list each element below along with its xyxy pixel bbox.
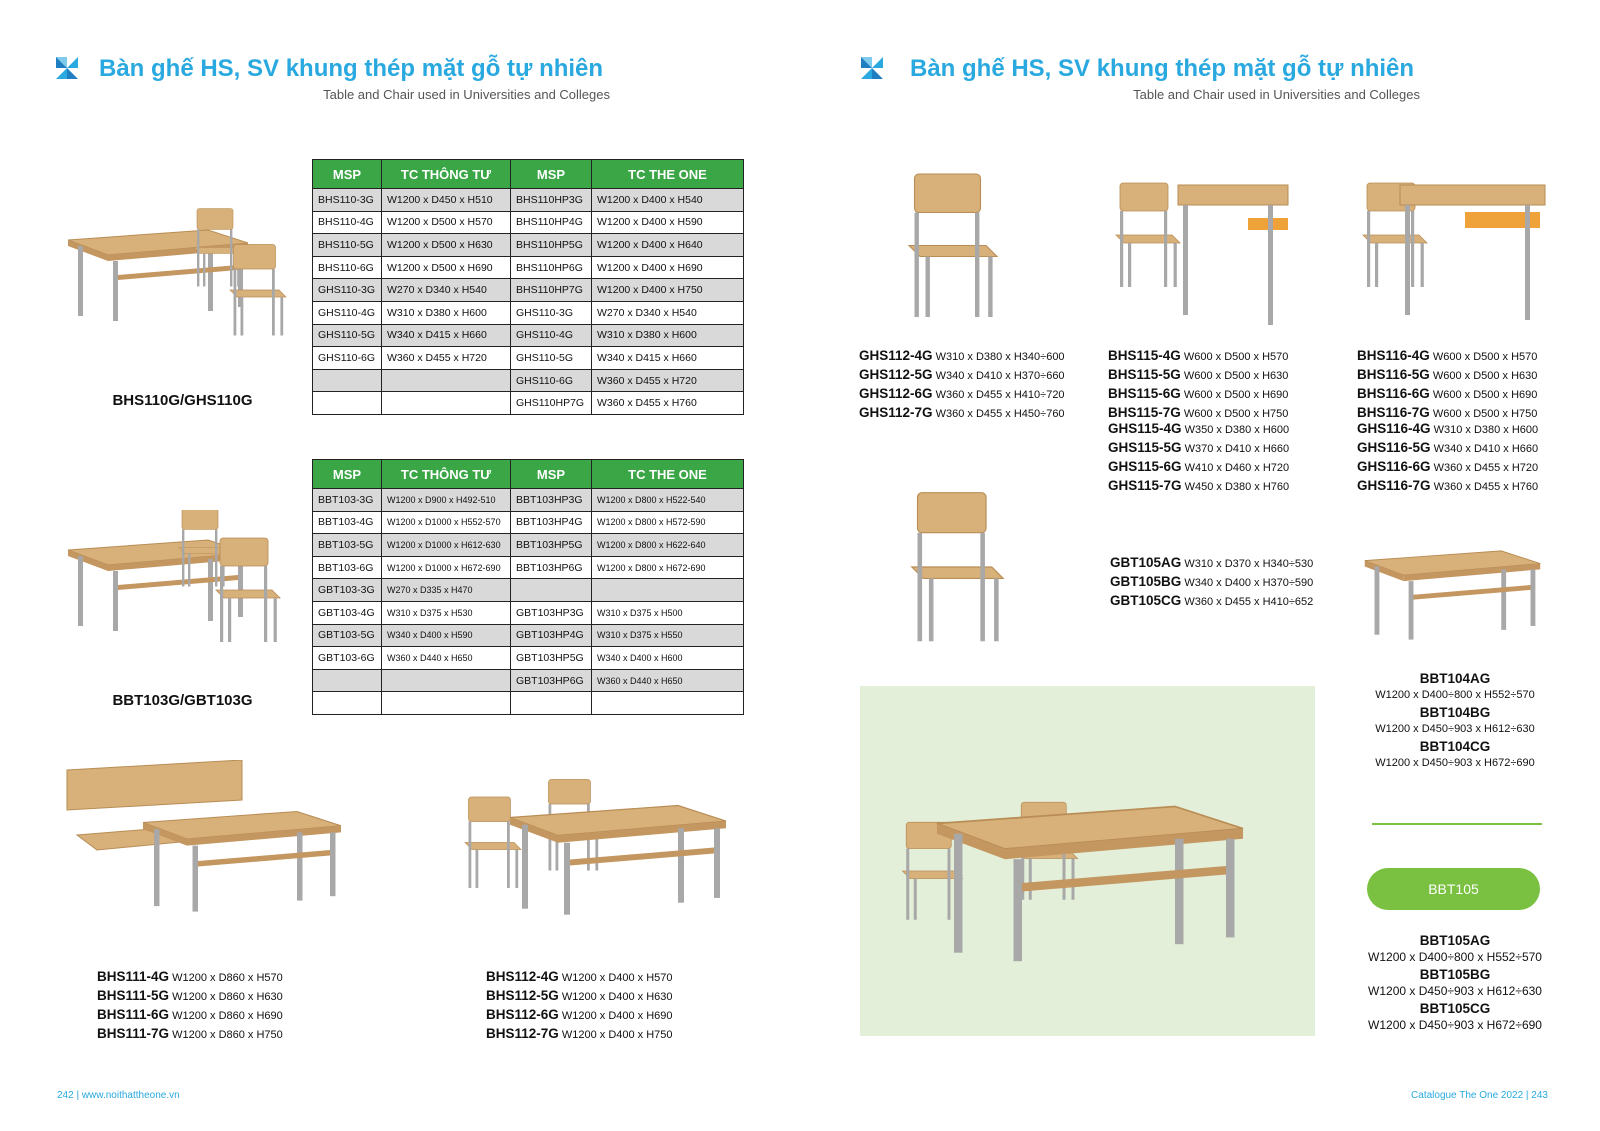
table-cell: BBT103-4G [313,511,382,534]
product-code: GHS116-4G [1357,421,1431,436]
product-dims: W360 x D455 x H760 [1433,481,1539,493]
product-code: GHS115-5G [1108,440,1182,455]
table-cell: GBT103HP4G [511,624,592,647]
product-code: GHS116-5G [1357,440,1431,455]
bhs110-product-image [58,205,293,370]
table-row [313,489,744,512]
table-header-row [313,460,744,489]
table-cell: GHS110-6G [313,347,382,370]
right-page-footer: Catalogue The One 2022 | 243 [1411,1090,1548,1101]
product-code: BHS116-6G [1357,386,1430,401]
product-dims: W1200 x D450÷903 x H672÷690 [1368,1018,1542,1032]
table-cell: GBT103HP6G [511,669,592,692]
product-code: BHS115-4G [1108,348,1181,363]
bhs115-product-image [1108,170,1298,325]
product-dims: W360 x D455 x H450÷760 [935,408,1065,420]
table-header: TC THÔNG TƯ [382,160,511,189]
product-code: GBT105BG [1110,574,1182,589]
table-row [313,392,744,415]
left-page-title: Bàn ghế HS, SV khung thép mặt gỗ tự nhiên [99,55,604,82]
product-dims: W360 x D455 x H410÷652 [1184,596,1314,608]
table-cell: W310 x D375 x H550 [592,624,744,647]
table-cell: W270 x D340 x H540 [592,301,744,324]
product-dims: W600 x D500 x H570 [1432,351,1538,363]
table-cell [382,369,511,392]
product-code: GHS115-4G [1108,421,1182,436]
table-cell: W360 x D455 x H720 [592,369,744,392]
product-dims: W1200 x D400 x H750 [561,1029,673,1041]
ghs115-spec-list [1108,420,1289,496]
table-row [313,692,744,715]
list-item [1108,439,1289,458]
product-dims: W1200 x D860 x H750 [172,1029,283,1041]
ghs112-spec-list [859,347,1065,423]
list-item [1357,385,1537,404]
table-row [313,211,744,234]
product-dims: W370 x D410 x H660 [1184,443,1290,455]
product-code: BHS115-7G [1108,405,1181,420]
table-cell [382,392,511,415]
product-dims: W1200 x D400÷800 x H552÷570 [1375,689,1535,701]
list-item [1108,420,1289,439]
table-cell: W270 x D335 x H470 [382,579,511,602]
table-cell: GHS110-6G [511,369,592,392]
product-dims: W310 x D370 x H340÷530 [1184,558,1314,570]
table-cell: W1200 x D500 x H630 [382,234,511,257]
bbt103-product-image [58,510,293,670]
product-code: GBT105AG [1110,555,1182,570]
product-dims: W1200 x D400 x H690 [561,1010,673,1022]
table-cell: W1200 x D800 x H522-540 [592,489,744,512]
product-code: GBT105CG [1110,593,1182,608]
table-cell: W1200 x D800 x H622-640 [592,534,744,557]
ghs112-product-image [898,168,1018,328]
table-cell: W1200 x D400 x H690 [592,256,744,279]
table-cell: BHS110-6G [313,256,382,279]
product-code: BHS115-5G [1108,367,1181,382]
table-cell [511,692,592,715]
list-item [1357,347,1537,366]
product-dims: W600 x D500 x H750 [1432,408,1538,420]
table-cell: W1200 x D400 x H540 [592,189,744,212]
table-cell: W360 x D455 x H720 [382,347,511,370]
product-dims: W1200 x D860 x H630 [172,991,283,1003]
ghs116-spec-list [1357,420,1538,496]
table-cell: W1200 x D800 x H672-690 [592,556,744,579]
table-row [313,556,744,579]
bhs112-product-image [458,760,738,940]
list-item [1357,458,1538,477]
table-cell [313,369,382,392]
product-dims: W1200 x D450÷903 x H672÷690 [1375,757,1535,769]
table-cell: W310 x D375 x H530 [382,601,511,624]
list-item [1108,458,1289,477]
brand-logo-icon [861,57,883,79]
product-code: BHS116-4G [1357,348,1430,363]
product-dims: W1200 x D450÷903 x H612÷630 [1375,723,1535,735]
product-code: GHS116-7G [1357,478,1431,493]
product-dims: W410 x D460 x H720 [1184,462,1290,474]
table-cell: BBT103HP3G [511,489,592,512]
table-row [313,234,744,257]
table-cell: GBT103-3G [313,579,382,602]
brand-logo-icon [56,57,78,79]
list-item [1357,420,1538,439]
product-dims: W1200 x D400÷800 x H552÷570 [1368,950,1542,964]
table-row [313,669,744,692]
table-cell: BHS110-3G [313,189,382,212]
table-header: MSP [313,160,382,189]
table-cell: W340 x D415 x H660 [592,347,744,370]
table-cell: W1200 x D900 x H492-510 [382,489,511,512]
product-dims: W1200 x D860 x H690 [172,1010,283,1022]
table-row [313,279,744,302]
product-code: BHS112-4G [486,969,559,984]
product-code: BHS111-6G [97,1007,170,1022]
table-cell: BBT103HP6G [511,556,592,579]
list-item [1108,477,1289,496]
table-cell: BHS110-5G [313,234,382,257]
table-row [313,189,744,212]
product-dims: W340 x D400 x H370÷590 [1184,577,1314,589]
left-page-footer: 242 | www.noithattheone.vn [57,1090,180,1101]
bbt104-spec-list [1365,670,1545,772]
bbt105-spec-list [1355,932,1555,1034]
product-dims: W450 x D380 x H760 [1184,481,1290,493]
table-cell: BBT103-6G [313,556,382,579]
table-row [313,601,744,624]
table-cell: W340 x D415 x H660 [382,324,511,347]
product-dims: W1200 x D860 x H570 [172,972,283,984]
product-code: BBT105CG [1419,1001,1491,1016]
table-cell: W1200 x D400 x H640 [592,234,744,257]
table-cell: W310 x D375 x H500 [592,601,744,624]
table-cell: BHS110HP6G [511,256,592,279]
table-row [313,347,744,370]
table-cell [592,692,744,715]
table-row [313,647,744,670]
table-cell: W310 x D380 x H600 [382,301,511,324]
table-cell: W1200 x D450 x H510 [382,189,511,212]
list-item [97,1025,283,1044]
table-header: MSP [511,460,592,489]
table-row [313,511,744,534]
table-cell: GHS110-3G [511,301,592,324]
list-item [1108,385,1288,404]
product-dims: W360 x D455 x H720 [1433,462,1539,474]
product-dims: W340 x D410 x H660 [1433,443,1539,455]
list-item [1110,592,1313,611]
product-code: GHS116-6G [1357,459,1431,474]
product-code: BHS111-5G [97,988,170,1003]
product-code: BHS116-5G [1357,367,1430,382]
product-code: BBT105BG [1419,967,1491,982]
list-item [97,1006,283,1025]
table-header-row [313,160,744,189]
bhs116-spec-list [1357,347,1537,423]
table-cell: BHS110HP5G [511,234,592,257]
list-item [1110,554,1313,573]
table-cell: W1200 x D500 x H570 [382,211,511,234]
product-dims: W1200 x D400 x H570 [561,972,673,984]
table-cell: W340 x D400 x H600 [592,647,744,670]
table-cell: W1200 x D1000 x H552-570 [382,511,511,534]
product-dims: W600 x D500 x H690 [1432,389,1538,401]
list-item [859,347,1065,366]
table-cell: BBT103HP5G [511,534,592,557]
product-code: BHS112-6G [486,1007,559,1022]
table-cell: GHS110-3G [313,279,382,302]
right-page-subtitle: Table and Chair used in Universities and Colleges [1133,87,1420,102]
bhs112-spec-list [486,968,673,1044]
table-cell: BHS110HP3G [511,189,592,212]
list-item [1357,439,1538,458]
list-item [859,366,1065,385]
table-cell: GHS110-5G [313,324,382,347]
table-cell: BHS110HP4G [511,211,592,234]
table-cell [511,579,592,602]
table-row [313,301,744,324]
table-cell: W1200 x D400 x H590 [592,211,744,234]
table-cell [382,669,511,692]
list-item [486,968,673,987]
product-dims: W310 x D380 x H340÷600 [935,351,1065,363]
table-cell: BHS110HP7G [511,279,592,302]
right-page-title: Bàn ghế HS, SV khung thép mặt gỗ tự nhiên [910,55,1415,82]
table-cell: W1200 x D500 x H690 [382,256,511,279]
product-dims: W600 x D500 x H750 [1183,408,1289,420]
bbt105-highlight-panel [860,686,1315,1036]
table-header: MSP [511,160,592,189]
table-cell: GBT103HP5G [511,647,592,670]
table-header: TC THE ONE [592,460,744,489]
table-cell: BBT103-3G [313,489,382,512]
table-cell [592,579,744,602]
product-dims: W340 x D410 x H370÷660 [935,370,1065,382]
table-cell [313,692,382,715]
product-dims: W1200 x D450÷903 x H612÷630 [1368,984,1542,998]
list-item [486,1025,673,1044]
bhs110-spec-table [312,159,744,415]
divider [1372,823,1542,825]
product-dims: W600 x D500 x H630 [1432,370,1538,382]
product-code: BHS111-4G [97,969,170,984]
table-cell: W340 x D400 x H590 [382,624,511,647]
table-cell: BHS110-4G [313,211,382,234]
list-item [97,968,283,987]
bhs116-product-image [1355,170,1550,325]
product-code: GHS112-5G [859,367,933,382]
product-code: BHS111-7G [97,1026,170,1041]
table-cell: GBT103-6G [313,647,382,670]
gbt105-spec-list [1110,554,1313,611]
list-item [1357,366,1537,385]
list-item [1108,347,1288,366]
bbt105-badge: BBT105 [1367,868,1540,910]
table-cell: W360 x D455 x H760 [592,392,744,415]
table-row [313,369,744,392]
gbt105-product-image [900,487,1020,652]
product-dims: W600 x D500 x H570 [1183,351,1289,363]
product-dims: W600 x D500 x H630 [1183,370,1289,382]
list-item [859,385,1065,404]
product-code: BBT104CG [1419,739,1491,754]
table-row [313,579,744,602]
table-cell: W1200 x D1000 x H612-630 [382,534,511,557]
product-dims: W600 x D500 x H690 [1183,389,1289,401]
table-cell: GBT103-5G [313,624,382,647]
list-item [486,1006,673,1025]
table-cell: GHS110-4G [313,301,382,324]
bbt105-product-image [860,686,1315,1036]
table-cell: BBT103HP4G [511,511,592,534]
list-item [1108,366,1288,385]
table-header: TC THÔNG TƯ [382,460,511,489]
bbt103-spec-table [312,459,744,715]
table-row [313,324,744,347]
table-cell: GHS110HP7G [511,392,592,415]
bhs111-product-image [62,760,352,940]
table-cell: W360 x D440 x H650 [382,647,511,670]
product-code: GHS115-7G [1108,478,1182,493]
table-header: TC THE ONE [592,160,744,189]
left-page-subtitle: Table and Chair used in Universities and Colleges [323,87,610,102]
bhs115-spec-list [1108,347,1288,423]
table-cell [313,669,382,692]
bbt104-product-image [1355,525,1550,645]
product-code: GHS112-6G [859,386,933,401]
list-item [486,987,673,1006]
product-code: BHS115-6G [1108,386,1181,401]
product-code: BHS112-7G [486,1026,559,1041]
product-code: GHS112-7G [859,405,933,420]
table-cell: GHS110-5G [511,347,592,370]
list-item [97,987,283,1006]
product-code: BBT104BG [1419,705,1491,720]
bhs111-spec-list [97,968,283,1044]
table-row [313,624,744,647]
product-code: GHS112-4G [859,348,933,363]
table-cell: W360 x D440 x H650 [592,669,744,692]
product-dims: W1200 x D400 x H630 [561,991,673,1003]
table-row [313,256,744,279]
table-cell: BBT103-5G [313,534,382,557]
bbt103-caption: BBT103G/GBT103G [112,692,253,709]
list-item [1110,573,1313,592]
table-cell: W1200 x D800 x H572-590 [592,511,744,534]
table-cell: W1200 x D1000 x H672-690 [382,556,511,579]
product-code: BHS116-7G [1357,405,1430,420]
table-row [313,534,744,557]
table-cell: GHS110-4G [511,324,592,347]
product-code: BBT105AG [1419,933,1491,948]
table-cell: GBT103HP3G [511,601,592,624]
product-dims: W310 x D380 x H600 [1433,424,1539,436]
table-cell: W310 x D380 x H600 [592,324,744,347]
table-header: MSP [313,460,382,489]
product-code: GHS115-6G [1108,459,1182,474]
table-cell: GBT103-4G [313,601,382,624]
table-cell: W270 x D340 x H540 [382,279,511,302]
table-cell [313,392,382,415]
list-item [1357,477,1538,496]
table-cell [382,692,511,715]
product-code: BHS112-5G [486,988,559,1003]
table-cell: W1200 x D400 x H750 [592,279,744,302]
bhs110-caption: BHS110G/GHS110G [112,392,253,409]
product-code: BBT104AG [1419,671,1491,686]
product-dims: W360 x D455 x H410÷720 [935,389,1065,401]
product-dims: W350 x D380 x H600 [1184,424,1290,436]
list-item [859,404,1065,423]
